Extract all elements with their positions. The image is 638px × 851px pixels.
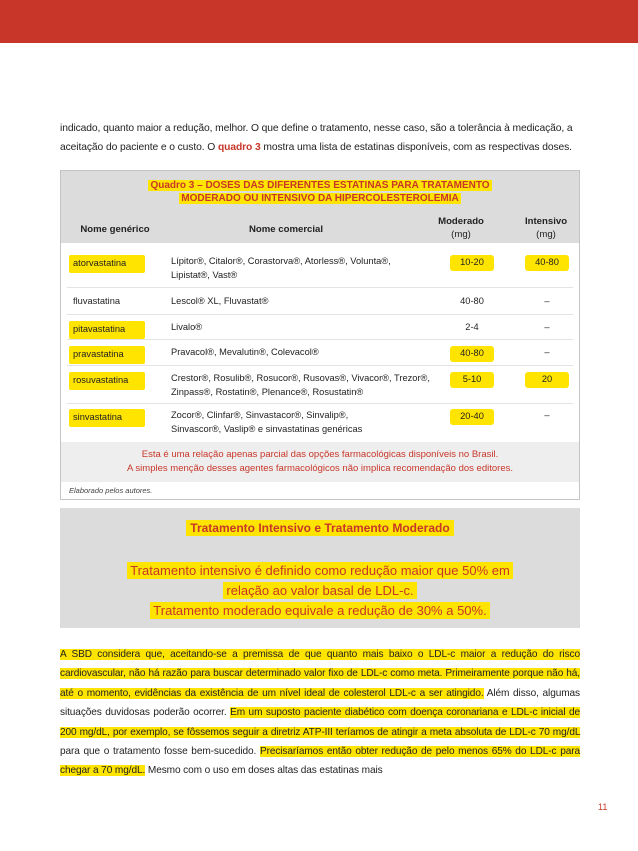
commercial-names: Pravacol®, Mevalutin®, Colevacol® [171,347,319,357]
box-title: Tratamento Intensivo e Tratamento Moderado [60,521,580,535]
header-moderate-unit: (mg) [451,229,471,240]
quadro-reference: quadro 3 [217,142,261,153]
intro-text-2: mostra uma lista de estatinas disponíveis, com as respectivas doses. [260,142,572,153]
header-generic-name: Nome genérico [80,224,150,235]
commercial-names: Zocor®, Clinfar®, Sinvastacor®, Sinvalip®, Sinvascor®, Vaslip® e sinvastatinas genéricas [171,410,363,434]
table-source: Elaborado pelos autores. [69,486,153,495]
generic-name: fluvastatina [73,296,121,306]
treatment-definition-box [60,508,580,628]
statin-dose-table [60,170,580,500]
generic-name: pitavastatina [69,321,145,339]
moderate-dose: 5-10 [450,372,494,388]
header-intensive [511,215,581,241]
intro-text-1: indicado, quanto maior a redução, melhor. O que define o tratamento, nesse caso, são a tolerância à medicação, a aceitação do paciente e o custo. O [60,123,573,153]
row-divider [67,314,573,315]
generic-name: pravastatina [69,346,145,364]
intensive-dose: 20 [525,372,569,388]
commercial-names: Crestor®, Rosulib®, Rosucor®, Rusovas®, Vivacor®, Trezor®, Zinpass®, Rostatin®, Plenance®, Rosustatin® [171,373,430,397]
body-sentence-4: Em um suposto paciente diabético com doença coronariana e LDL-c inicial de 200 mg/dL, por exemplo, se fôssemos seguir a diretriz ATP-III teríamos de atingir a meta absoluta de LDL-c 70 mg/dL [60,707,580,738]
moderate-dose: 40-80 [460,296,484,306]
caption-line-2: MODERADO OU INTENSIVO DA HIPERCOLESTEROLEMIA [181,193,459,204]
generic-name: atorvastatina [69,255,145,273]
box-line-2: relação ao valor basal de LDL-c. [223,582,416,599]
body-sentence-6: Precisaríamos então obter redução de pelo menos 65% do LDL-c para chegar a 70 mg/dL. [60,746,580,777]
moderate-dose: 10-20 [450,255,494,271]
header-intensive-label: Intensivo [524,216,568,227]
body-sentence-1: A SBD considera que, aceitando-se a premissa de que quanto mais baixo o LDL-c maior a redução do risco cardiovascular, não há razão para buscar determinado valor fixo de LDL-c como meta. [60,649,580,680]
box-line-1: Tratamento intensivo é definido como redução maior que 50% em [127,562,513,579]
moderate-dose: 40-80 [450,346,494,362]
intensive-dose: – [544,322,550,332]
top-color-bar [0,0,638,43]
page-number: 11 [598,802,608,812]
commercial-names: Lípitor®, Citalor®, Corastorva®, Atorless®, Volunta®, Lipistat®, Vast® [171,256,391,280]
note-line-2: A simples menção desses agentes farmacológicos não implica recomendação dos editores. [126,463,513,474]
header-moderate [416,215,506,241]
box-line-3: Tratamento moderado equivale a redução de 30% a 50%. [150,602,489,619]
header-moderate-label: Moderado [438,216,484,227]
body-sentence-3: Além disso, algumas situações duvidosas poderão ocorrer. [60,687,580,719]
intensive-dose: 40-80 [525,255,569,271]
generic-name: rosuvastatina [69,372,145,390]
table-caption [61,179,579,205]
row-divider [67,287,573,288]
generic-name: sinvastatina [69,409,145,427]
intensive-dose: – [544,410,550,420]
caption-line-1: Quadro 3 – DOSES DAS DIFERENTES ESTATINAS PARA TRATAMENTO [150,180,490,191]
intensive-dose: – [544,296,550,306]
box-text [60,561,580,621]
moderate-dose: 2-4 [465,322,479,332]
moderate-dose: 20-40 [450,409,494,425]
body-paragraph [60,645,580,781]
intro-paragraph [60,119,580,157]
intensive-dose: – [544,347,550,357]
body-sentence-7: Mesmo com o uso em doses altas das estatinas mais [145,765,383,777]
header-intensive-unit: (mg) [536,229,556,240]
body-sentence-5: para que o tratamento fosse bem-sucedido. [60,746,260,758]
row-divider [67,365,573,366]
commercial-names: Livalo® [171,322,203,332]
body-sentence-2: Primeiramente porque não há, até o momento, evidências da existência de um nível ideal de colesterol LDL-c a ser atingido. [60,668,580,699]
table-note [61,448,579,476]
commercial-names: Lescol® XL, Fluvastat® [171,296,269,306]
row-divider [67,339,573,340]
row-divider [67,403,573,404]
note-line-1: Esta é uma relação apenas parcial das opções farmacológicas disponíveis no Brasil. [141,449,499,460]
header-commercial-name: Nome comercial [248,224,324,235]
